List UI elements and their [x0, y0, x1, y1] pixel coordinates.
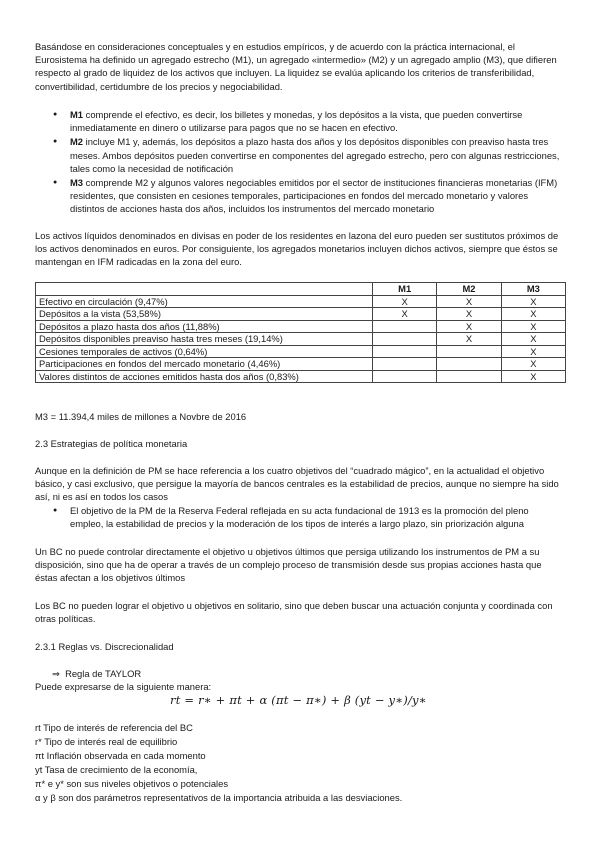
row-label: Valores distintos de acciones emitidos hasta dos años (0,83%) [36, 370, 373, 383]
fed-bullet-text: El objetivo de la PM de la Reserva Federal reflejada en su acta fundacional de 1913 es la promoción del pleno empleo, la estabilidad de precios y la moderación de los tipos de interés a largo plazo, sin priorización alguna [70, 505, 529, 530]
table-row [36, 370, 566, 383]
definition-item: yt Tasa de crecimiento de la economía, [35, 764, 198, 775]
m3-cell: X [501, 370, 565, 383]
table-row [36, 345, 566, 358]
section-heading-2-3-1: 2.3.1 Reglas vs. Discrecionalidad [35, 641, 174, 652]
m3-cell: X [501, 308, 565, 321]
taylor-rule-line [52, 667, 141, 680]
list-item [52, 135, 564, 175]
m2-cell: X [437, 333, 501, 346]
arrow-right-icon: ⇒ [52, 668, 60, 679]
m1-cell [373, 320, 437, 333]
table-row [36, 308, 566, 321]
aggregate-text: comprende M2 y algunos valores negociables emitidos por el sector de instituciones financieras monetarias (IFM) residentes, que consisten en cesiones temporales, participaciones en fondos del mercado monetario y valores distintos de acciones hasta dos años, incluidos los instrumentos del mercado monetario [70, 177, 558, 215]
table-header-cell: M3 [501, 283, 565, 296]
m1-cell [373, 345, 437, 358]
pm-intro-paragraph: Aunque en la definición de PM se hace referencia a los cuatro objetivos del “cuadrado mágico”, en la actualidad el objetivo básico, y casi exclusivo, que persigue la mayoría de bancos centrales es la estabilidad de precios, aunque no siempre ha sido así, ni es así en todos los casos [35, 465, 559, 503]
list-item [52, 176, 564, 216]
aggregate-term: M3 [70, 177, 84, 189]
row-label: Depósitos a plazo hasta dos años (11,88%) [36, 320, 373, 333]
definition-item: πt Inflación observada en cada momento [35, 750, 206, 761]
m2-cell [437, 370, 501, 383]
row-label: Depósitos disponibles preaviso hasta tres meses (19,14%) [36, 333, 373, 346]
table-header-cell: M2 [437, 283, 501, 296]
table-row [36, 295, 566, 308]
taylor-expression-intro: Puede expresarse de la siguiente manera: [35, 681, 212, 692]
row-label: Cesiones temporales de activos (0,64%) [36, 345, 373, 358]
row-label: Participaciones en fondos del mercado monetario (4,46%) [36, 358, 373, 371]
table-header-row [36, 283, 566, 296]
list-item [52, 108, 564, 134]
definition-item: r* Tipo de interés real de equilibrio [35, 736, 178, 747]
definition-item: α y β son dos parámetros representativos de la importancia atribuida a las desviaciones. [35, 792, 403, 803]
m1-cell: X [373, 295, 437, 308]
row-label: Depósitos a la vista (53,58%) [36, 308, 373, 321]
taylor-rule-label: Regla de TAYLOR [65, 668, 142, 679]
table-row [36, 358, 566, 371]
table-row [36, 320, 566, 333]
aggregate-term: M2 [70, 136, 84, 148]
bc-paragraph: Un BC no puede controlar directamente el objetivo u objetivos últimos que persiga utilizando los instrumentos de PM a su disposición, sino que ha de operar a través de un complejo proceso de transmisión desde sus propias acciones hasta que éstas afectan a los objetivos últimos [35, 546, 542, 584]
m2-cell: X [437, 320, 501, 333]
m2-cell [437, 358, 501, 371]
m3-cell: X [501, 295, 565, 308]
table-header-cell: M1 [373, 283, 437, 296]
m1-cell [373, 333, 437, 346]
bc-paragraph-2: Los BC no pueden lograr el objetivo u objetivos en solitario, sino que deben buscar una actuación conjunta y coordinada con otras políticas. [35, 600, 553, 625]
table-row [36, 333, 566, 346]
list-item [52, 504, 564, 530]
table-header-cell [36, 283, 373, 296]
fed-list [52, 504, 564, 531]
m3-cell: X [501, 333, 565, 346]
aggregates-table [35, 282, 566, 383]
m3-cell: X [501, 345, 565, 358]
taylor-formula: rt = r∗ + πt + α (πt − π∗) + β (yt − y∗)/y∗ [170, 693, 427, 707]
section-heading-2-3: 2.3 Estrategias de política monetaria [35, 438, 188, 449]
liquid-assets-paragraph: Los activos líquidos denominados en divisas en poder de los residentes en lazona del euro pueden ser sustitutos próximos de los activos denominados en euros. Por consiguiente, los agregados monetarios incluyen dichos activos, siempre que éstos se mantengan en IFM radicadas en la zona del euro. [35, 230, 559, 268]
row-label: Efectivo en circulación (9,47%) [36, 295, 373, 308]
m2-cell: X [437, 308, 501, 321]
m2-cell [437, 345, 501, 358]
aggregate-text: incluye M1 y, además, los depósitos a plazo hasta dos años y los depósitos disponibles con preaviso hasta tres meses. Ambos depósitos pueden convertirse en componentes del agregado estrecho, pero con algunas restricciones, tales como la necesidad de notificación [70, 136, 560, 174]
m3-total: M3 = 11.394,4 miles de millones a Novbre de 2016 [35, 411, 247, 422]
definition-item: π* e y* son sus niveles objetivos o potenciales [35, 778, 229, 789]
intro-paragraph: Basándose en consideraciones conceptuales y en estudios empíricos, y de acuerdo con la práctica internacional, el Eurosistema ha definido un agregado estrecho (M1), un agregado «intermedio» (M2) y un agregado amplio (M3), que difieren respecto al grado de liquidez de los activos que incluyen. La liquidez se evalúa aplicando los criterios de transferibilidad, convertibilidad, certidumbre de los precios y negociabilidad. [35, 41, 557, 92]
definitions-list [35, 721, 565, 805]
m1-cell [373, 358, 437, 371]
m1-cell [373, 370, 437, 383]
m1-cell: X [373, 308, 437, 321]
m3-cell: X [501, 358, 565, 371]
aggregates-list [52, 108, 564, 217]
definition-item: rt Tipo de interés de referencia del BC [35, 722, 193, 733]
aggregate-term: M1 [70, 109, 84, 120]
aggregate-text: comprende el efectivo, es decir, los billetes y monedas, y los depósitos a la vista, que pueden convertirse inmediatamente en dinero o utilizarse para pagos que no se hacen en efectivo. [70, 109, 523, 134]
m3-cell: X [501, 320, 565, 333]
m2-cell: X [437, 295, 501, 308]
